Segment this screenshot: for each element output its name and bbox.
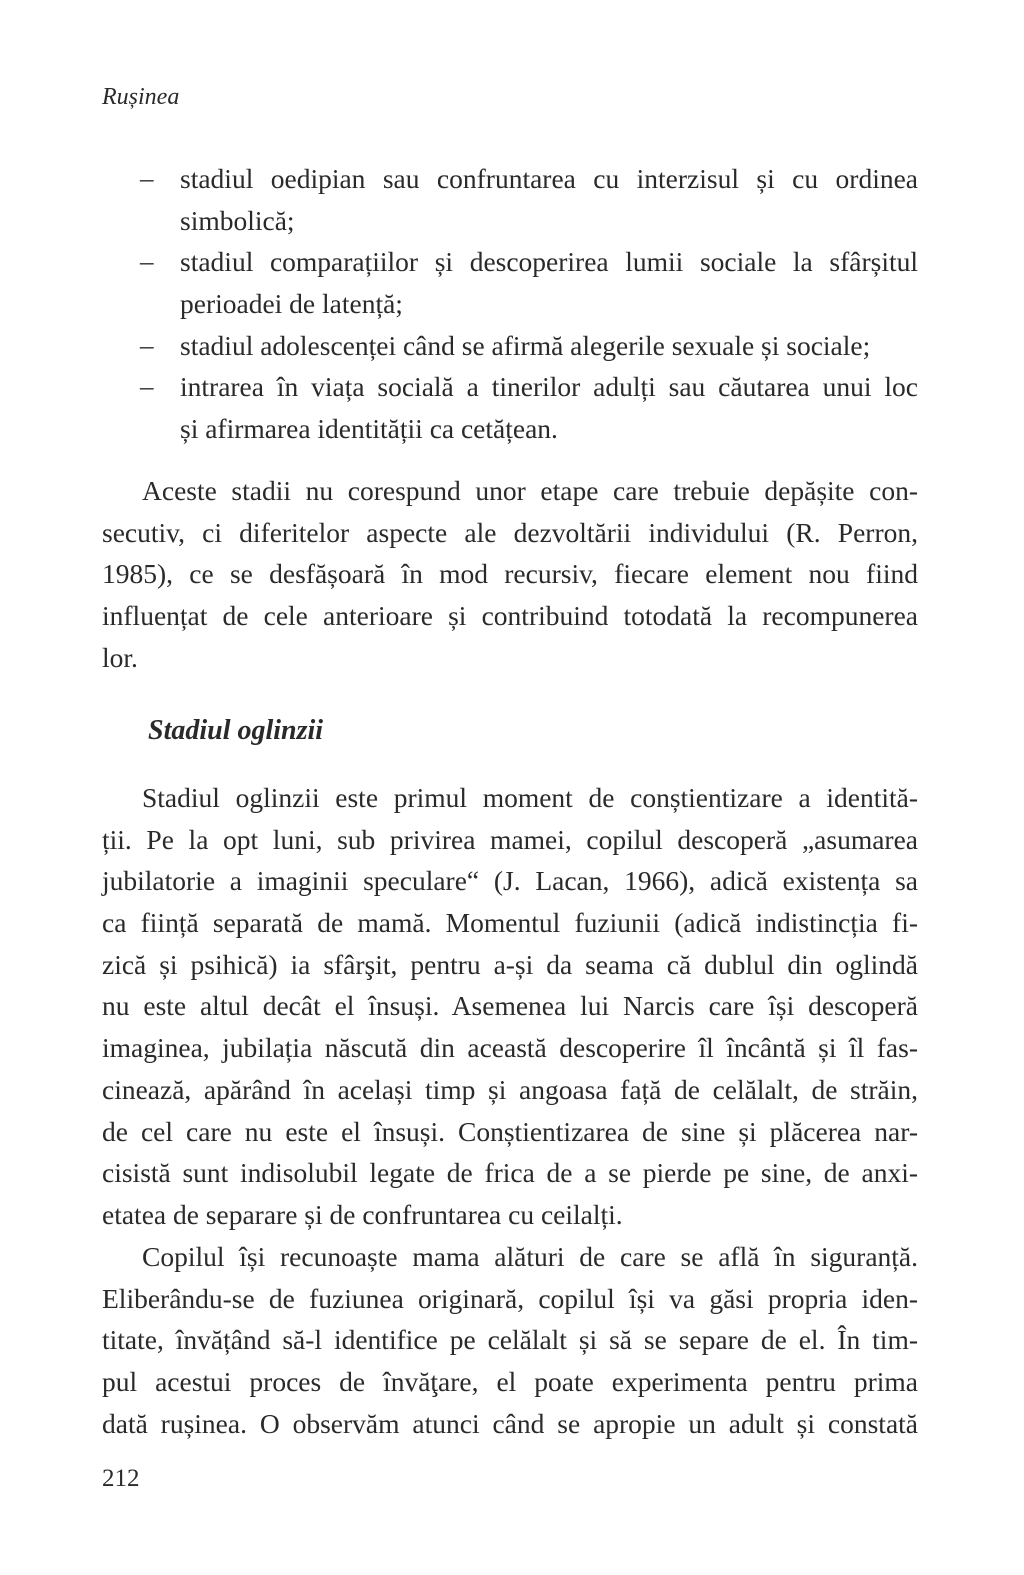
text-line: stadiul oedipian sau confruntarea cu interzisul și cu ordinea	[180, 163, 918, 194]
dash-bullet: –	[140, 246, 154, 277]
text-line: cinează, apărând în același timp și angoasa față de celălalt, de străin,	[102, 1073, 918, 1105]
text-line: ții. Pe la opt luni, sub privirea mamei, copilul descoperă „asumarea	[102, 823, 918, 855]
text-line: imaginea, jubilația născută din această descoperire îl încântă și îl fas-	[102, 1032, 918, 1064]
text-line: Copilul își recunoaște mama alături de care se află în siguranță.	[142, 1241, 918, 1272]
text-line: Stadiul oglinzii este primul moment de conștientizare a identită-	[142, 782, 918, 813]
text-line: nu este altul decât el însuși. Asemenea lui Narcis care își descoperă	[102, 990, 918, 1022]
text-line: stadiul comparațiilor și descoperirea lumii sociale la sfârșitul	[180, 246, 918, 278]
text-line: Aceste stadii nu corespund unor etape care trebuie depășite con-	[142, 475, 918, 506]
stages-list	[102, 158, 918, 450]
text-line: dată rușinea. O observăm atunci când se apropie un adult și constată	[102, 1407, 918, 1439]
text-line: simbolică;	[180, 204, 295, 236]
text-line: ca ființă separată de mamă. Momentul fuziunii (adică indistincția fi-	[102, 907, 918, 939]
dash-bullet: –	[140, 163, 154, 193]
text-line: lor.	[102, 641, 138, 673]
list-item	[102, 325, 918, 367]
text-line: de cel care nu este el însuși. Conștientizarea de sine și plăcerea nar-	[102, 1115, 918, 1147]
list-item	[102, 366, 918, 449]
text-line: perioadei de latență;	[180, 288, 403, 320]
dash-bullet: –	[140, 371, 154, 402]
list-item	[102, 158, 918, 241]
page-number: 212	[102, 1465, 140, 1492]
text-line: jubilatorie a imaginii speculare“ (J. Lacan, 1966), adică existența sa	[102, 865, 918, 897]
text-line: secutiv, ci diferitelor aspecte ale dezvoltării individului (R. Perron,	[102, 516, 918, 548]
text-line: Eliberându-se de fuziunea originară, copilul își va găsi propria iden-	[102, 1282, 918, 1314]
text-line: titate, învățând să-l identifice pe celălalt și să se separe de el. În tim-	[102, 1324, 918, 1356]
text-line: cisistă sunt indisolubil legate de frica de a se pierde pe sine, de anxi-	[102, 1157, 918, 1189]
text-line: etatea de separare și de confruntarea cu ceilalți.	[102, 1198, 623, 1230]
paragraph-3	[102, 1236, 918, 1444]
text-line: pul acestui proces de învăţare, el poate experimenta pentru prima	[102, 1366, 918, 1398]
text-line: 1985), ce se desfășoară în mod recursiv, fiecare element nou fiind	[102, 558, 918, 590]
list-item	[102, 241, 918, 324]
text-line: influențat de cele anterioare și contribuind totodată la recompunerea	[102, 600, 918, 632]
dash-bullet: –	[140, 329, 154, 360]
text-line: zică și psihică) ia sfârşit, pentru a-și da seama că dublul din oglindă	[102, 948, 918, 980]
paragraph-2	[102, 777, 918, 1236]
text-line: și afirmarea identității ca cetățean.	[180, 413, 558, 445]
running-head: Rușinea	[102, 84, 180, 110]
text-line: intrarea în viața socială a tinerilor adulți sau căutarea unui loc	[180, 371, 918, 403]
section-heading: Stadiul oglinzii	[148, 715, 324, 746]
text-line: stadiul adolescenței când se afirmă alegerile sexuale și sociale;	[180, 329, 871, 361]
paragraph-1	[102, 470, 918, 678]
